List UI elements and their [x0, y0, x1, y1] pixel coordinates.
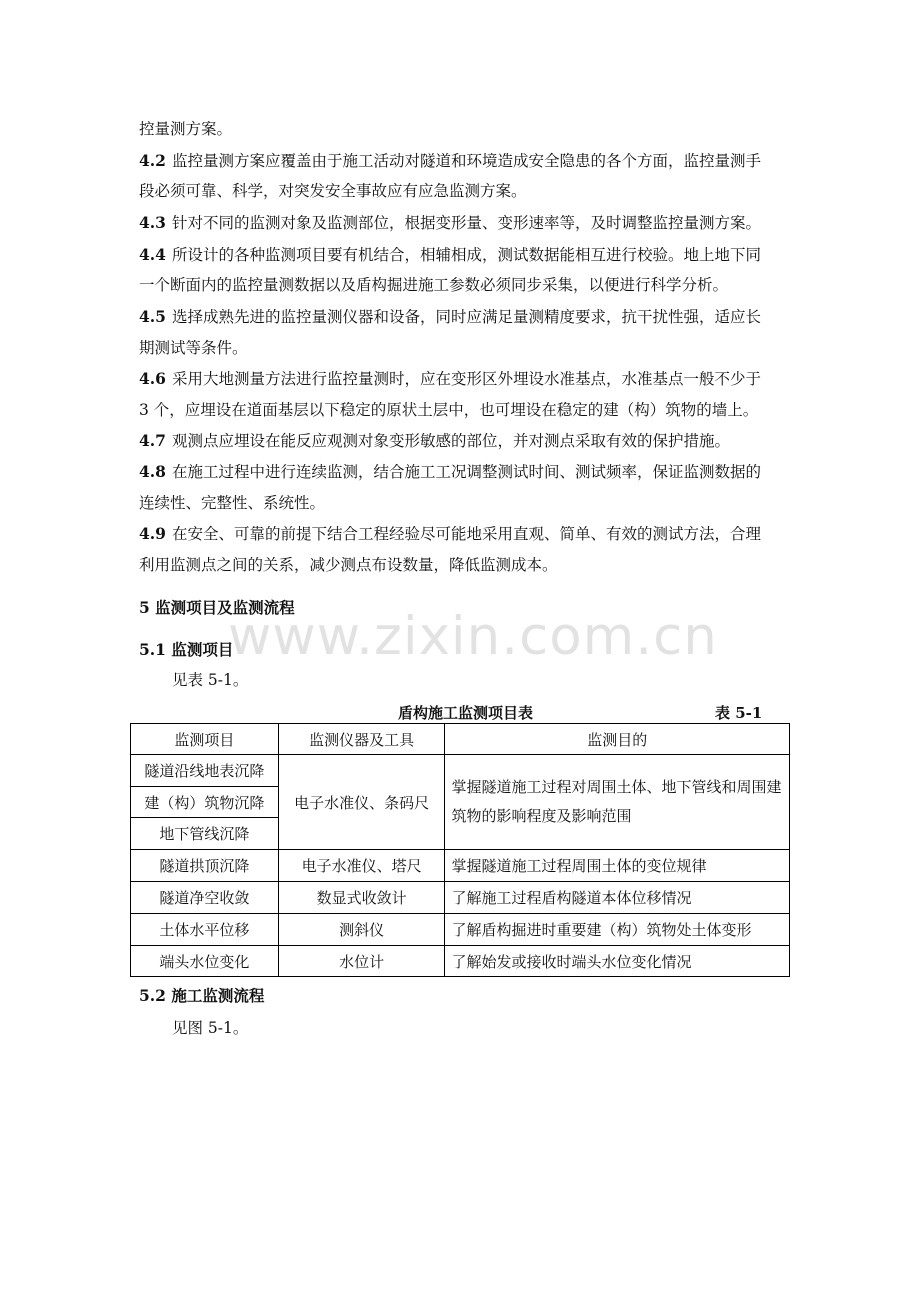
- instrument-cell: 电子水准仪、塔尺: [278, 850, 445, 882]
- item-cell: 隧道净空收敛: [131, 882, 279, 914]
- clause-number: 4.8: [139, 462, 166, 481]
- purpose-cell: 了解盾构掘进时重要建（构）筑物处土体变形: [445, 914, 790, 946]
- clause-4-8: 4.8 在施工过程中进行连续监测，结合施工工况调整测试时间、测试频率，保证监测数据的: [139, 462, 761, 481]
- purpose-cell: 掌握隧道施工过程周围土体的变位规律: [445, 850, 790, 882]
- table-number: 表 5-1: [715, 704, 763, 722]
- paragraph-line: 一个断面内的监控量测数据以及盾构掘进施工参数必须同步采集，以便进行科学分析。: [139, 276, 729, 294]
- clause-4-9: 4.9 在安全、可靠的前提下结合工程经验尽可能地采用直观、简单、有效的测试方法，合理: [139, 524, 761, 543]
- table-row: [131, 946, 790, 977]
- monitoring-items-table: [130, 723, 790, 977]
- table-caption: 盾构施工监测项目表: [398, 704, 534, 722]
- purpose-cell: 了解始发或接收时端头水位变化情况: [445, 946, 790, 977]
- purpose-cell: 了解施工过程盾构隧道本体位移情况: [445, 882, 790, 914]
- item-cell: 土体水平位移: [131, 914, 279, 946]
- item-cell: 建（构）筑物沉降: [131, 787, 279, 818]
- clause-number: 4.3: [139, 213, 166, 232]
- clause-4-5: 4.5 选择成熟先进的监控量测仪器和设备，同时应满足量测精度要求，抗干扰性强，适应长: [139, 307, 761, 326]
- table-row: [131, 882, 790, 914]
- section-5-heading: 5 监测项目及监测流程: [139, 598, 295, 617]
- paragraph-line: 3 个，应埋设在道面基层以下稳定的原状土层中，也可埋设在稳定的建（构）筑物的墙上。: [139, 401, 759, 419]
- table-row: [131, 850, 790, 882]
- instrument-cell: 数显式收敛计: [278, 882, 445, 914]
- paragraph-line: 连续性、完整性、系统性。: [139, 494, 326, 512]
- instrument-cell: 电子水准仪、条码尺: [278, 755, 445, 850]
- item-cell: 端头水位变化: [131, 946, 279, 977]
- clause-4-2: 4.2 监控量测方案应覆盖由于施工活动对隧道和环境造成安全隐患的各个方面，监控量测手: [139, 151, 761, 170]
- clause-4-7: 4.7 观测点应埋设在能反应观测对象变形敏感的部位，并对测点采取有效的保护措施。: [139, 431, 730, 450]
- paragraph-line: 段必须可靠、科学，对突发安全事故应有应急监测方案。: [139, 182, 527, 200]
- table-reference: 见表 5-1。: [172, 671, 249, 689]
- clause-number: 4.2: [139, 151, 166, 170]
- figure-reference: 见图 5-1。: [172, 1019, 249, 1037]
- item-cell: 地下管线沉降: [131, 818, 279, 850]
- instrument-cell: 水位计: [278, 946, 445, 977]
- section-5-2-heading: 5.2 施工监测流程: [139, 986, 265, 1005]
- instrument-cell: 测斜仪: [278, 914, 445, 946]
- table-row: [131, 755, 790, 787]
- clause-number: 4.7: [139, 431, 166, 450]
- watermark: www.zixin.com.cn: [228, 606, 718, 667]
- clause-number: 4.9: [139, 524, 166, 543]
- paragraph-line: 利用监测点之间的关系，减少测点布设数量，降低监测成本。: [139, 556, 558, 574]
- clause-number: 4.4: [139, 245, 166, 264]
- clause-4-3: 4.3 针对不同的监测对象及监测部位，根据变形量、变形速率等，及时调整监控量测方案。: [139, 213, 761, 232]
- section-5-1-heading: 5.1 监测项目: [139, 640, 234, 659]
- clause-4-6: 4.6 采用大地测量方法进行监控量测时，应在变形区外埋设水准基点，水准基点一般不少于: [139, 369, 761, 388]
- table-header-cell: 监测仪器及工具: [278, 724, 445, 755]
- table-row: [131, 914, 790, 946]
- table-header-cell: 监测项目: [131, 724, 279, 755]
- paragraph-line: 期测试等条件。: [139, 339, 248, 357]
- table-header-row: [131, 724, 790, 755]
- clause-4-4: 4.4 所设计的各种监测项目要有机结合，相辅相成，测试数据能相互进行校验。地上地下同: [139, 245, 761, 264]
- item-cell: 隧道沿线地表沉降: [131, 755, 279, 787]
- table-header-cell: 监测目的: [445, 724, 790, 755]
- item-cell: 隧道拱顶沉降: [131, 850, 279, 882]
- purpose-cell: 掌握隧道施工过程对周围土体、地下管线和周围建筑物的影响程度及影响范围: [445, 755, 790, 850]
- clause-number: 4.6: [139, 369, 166, 388]
- paragraph-line: 控量测方案。: [139, 120, 233, 138]
- clause-number: 4.5: [139, 307, 166, 326]
